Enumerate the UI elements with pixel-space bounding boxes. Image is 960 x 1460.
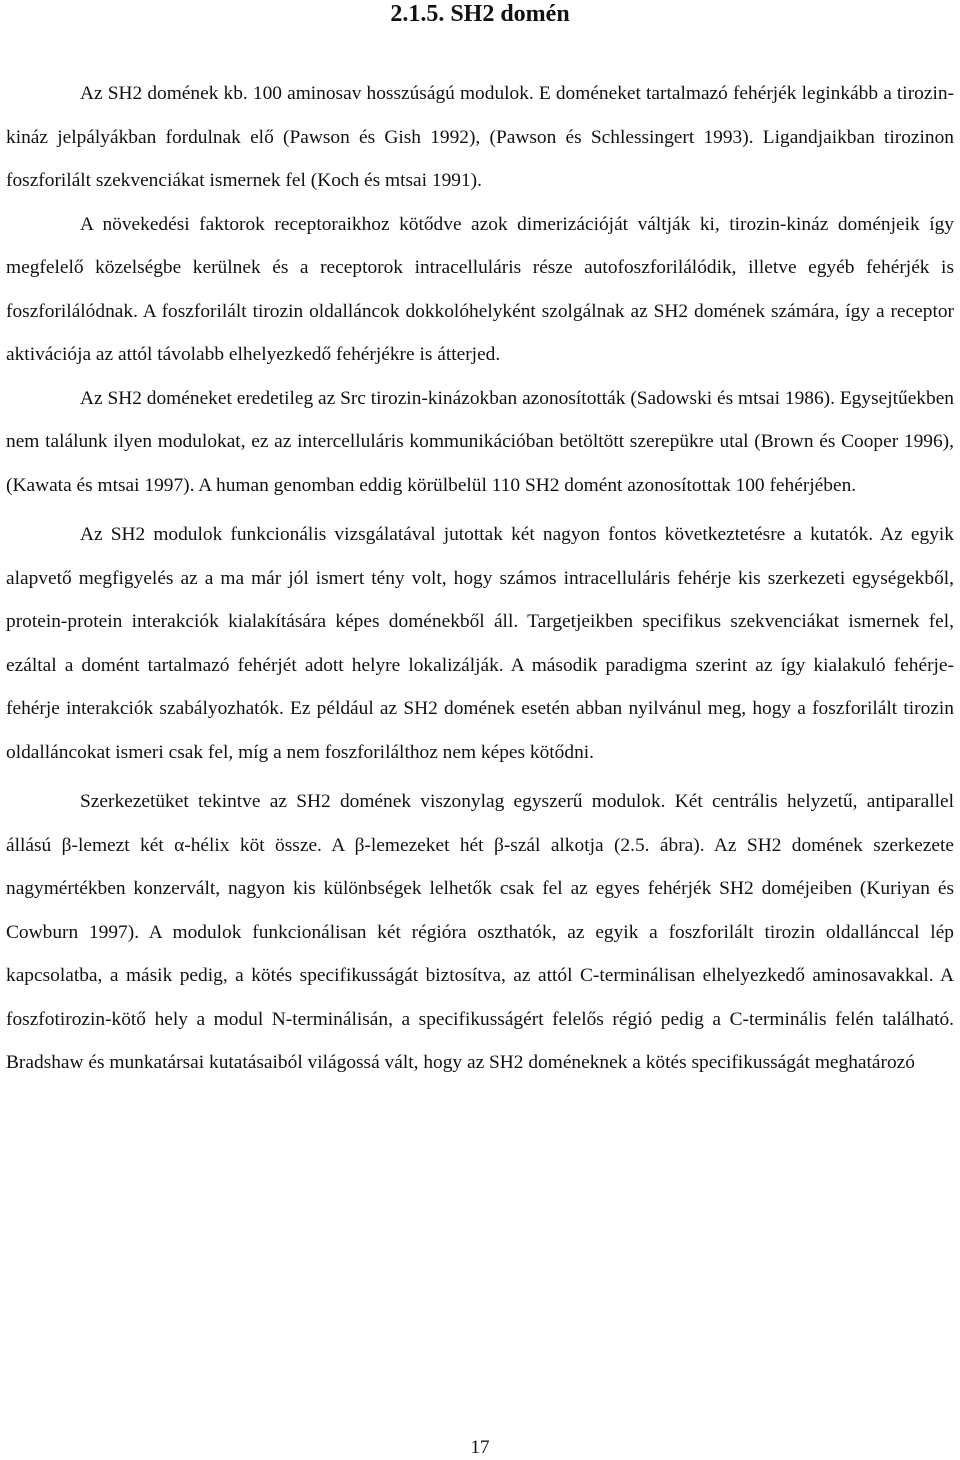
paragraph-structure: Szerkezetüket tekintve az SH2 domének viszonylag egyszerű modulok. Két centrális helyzetű, antiparallel állású β-lemezt két α-hélix köt össze. A β-lemezeket hét β-szál alkotja (2.5. ábra). Az SH2 domének szerkezete nagymértékben konzervált, nagyon kis különbségek lelhetők csak fel az egyes fehérjék SH2 doméjeiben (Kuriyan és Cowburn 1997). A modulok funkcionálisan két régióra oszthatók, az egyik a foszforilált tirozin oldallánccal lép kapcsolatba, a másik pedig, a kötés specifikusságát biztosítva, az attól C-terminálisan elhelyezkedő aminosavakkal. A foszfotirozin-kötő hely a modul N-terminálisán, a specifikusságért felelős régió pedig a C-terminális felén található. Bradshaw és munkatársai kutatásaiból világossá vált, hogy az SH2 doméneknek a kötés specifikusságát meghatározó (6, 791, 954, 1073)
paragraph-src-origin: Az SH2 doméneket eredetileg az Src tirozin-kinázokban azonosították (Sadowski és mtsai 1986). Egysejtűekben nem találunk ilyen modulokat, ez az intercelluláris kommunikációban betöltött szerepükre utal (Brown és Cooper 1996), (Kawata és mtsai 1997). A human genomban eddig körülbelül 110 SH2 domént azonosítottak 100 fehérjében. (6, 387, 954, 496)
body-text (6, 72, 954, 1085)
page-number: 17 (470, 1437, 490, 1458)
paragraph-sh2-intro: Az SH2 domének kb. 100 aminosav hosszúságú modulok. E doméneket tartalmazó fehérjék leginkább a tirozin-kináz jelpályákban fordulnak elő (Pawson és Gish 1992), (Pawson és Schlessingert 1993). Ligandjaikban tirozinon foszforilált szekvenciákat ismernek fel (Koch és mtsai 1991). (6, 83, 954, 191)
paragraph-growth-factor-receptors: A növekedési faktorok receptoraikhoz kötődve azok dimerizációját váltják ki, tirozin-kináz doménjeik így megfelelő közelségbe kerülnek és a receptorok intracelluláris része autofoszforilálódik, illetve egyéb fehérjék is foszforilálódnak. A foszforilált tirozin oldalláncok dokkolóhelyként szolgálnak az SH2 domének számára, így a receptor aktivációja az attól távolabb elhelyezkedő fehérjékre is átterjed. (6, 213, 954, 365)
paragraph-functional-conclusions: Az SH2 modulok funkcionális vizsgálatával jutottak két nagyon fontos következtetésre a kutatók. Az egyik alapvető megfigyelés az a ma már jól ismert tény volt, hogy számos intracelluláris fehérje kis szerkezeti egységekből, protein-protein interakciók kialakítására képes doménekből áll. Targetjeikben specifikus szekvenciákat ismernek fel, ezáltal a domént tartalmazó fehérjét adott helyre lokalizálják. A második paradigma szerint az így kialakuló fehérje-fehérje interakciók szabályozhatók. Ez például az SH2 domének esetén abban nyilvánul meg, hogy a foszforilált tirozin oldalláncokat ismeri csak fel, míg a nem foszforilálthoz nem képes kötődni. (6, 524, 954, 763)
section-title: 2.1.5. SH2 domén (390, 1, 570, 27)
